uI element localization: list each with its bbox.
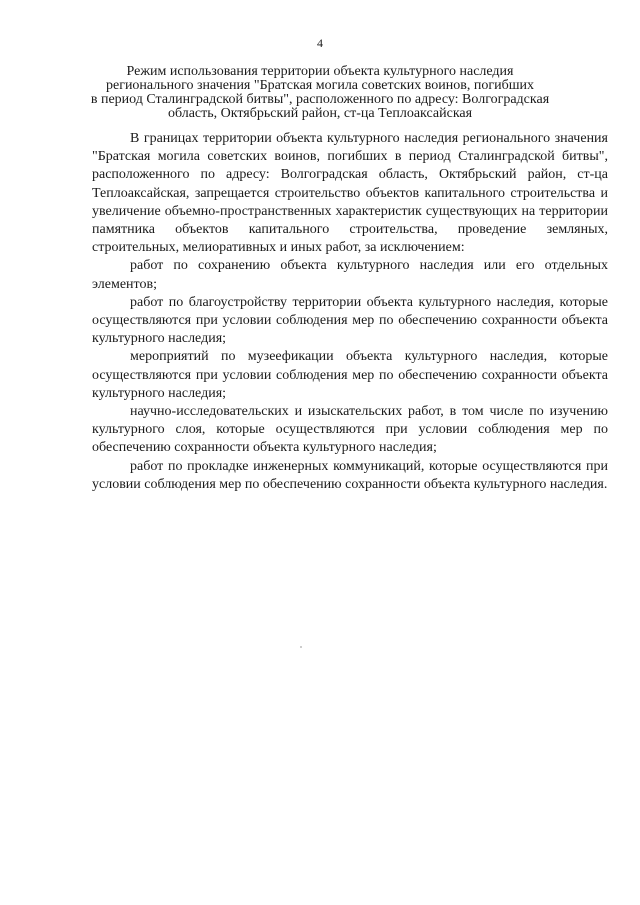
heading-line: Режим использования территории объекта культурного наследия	[126, 64, 514, 79]
list-item-preservation: работ по сохранению объекта культурного наследия или его отдельных элементов;	[92, 258, 608, 292]
list-item-landscaping: работ по благоустройству территории объекта культурного наследия, которые осуществляются при условии соблюдения мер по обеспечению сохранности объекта культурного наследия;	[92, 294, 608, 347]
list-item-research: научно-исследовательских и изыскательских работ, в том числе по изучению культурного слоя, которые осуществляются при условии соблюдения мер по обеспечению сохранности объекта культурного наследия;	[92, 404, 608, 456]
page-number: 4	[317, 36, 323, 50]
heading-line: в период Сталинградской битвы", расположенного по адресу: Волгоградская	[90, 92, 550, 107]
heading-line: область, Октябрьский район, ст-ца Теплоаксайская	[167, 106, 473, 121]
body-paragraph-intro: В границах территории объекта культурного наследия регионального значения "Братская могила советских воинов, погибших в период Сталинградской битвы", расположенного по адресу: Волгоградская область, Октябрьский район, ст-ца Теплоаксайская, запрещается строительство объектов капитального строительства и увеличение объемно-пространственных характеристик существующих на территории памятника объектов капитального строительства, проведение земляных, строительных, мелиоративных и иных работ, за исключением:	[92, 131, 608, 256]
list-item-utilities: работ по прокладке инженерных коммуникаций, которые осуществляются при условии соблюдения мер по обеспечению сохранности объекта культурного наследия.	[92, 458, 608, 492]
document-body	[92, 130, 608, 494]
list-item-museumification: мероприятий по музеефикации объекта культурного наследия, которые осуществляются при условии соблюдения мер по обеспечению сохранности объекта культурного наследия;	[92, 349, 608, 401]
scan-speck	[300, 646, 302, 648]
heading-line: регионального значения "Братская могила советских воинов, погибших	[105, 78, 535, 93]
document-heading	[90, 65, 550, 121]
